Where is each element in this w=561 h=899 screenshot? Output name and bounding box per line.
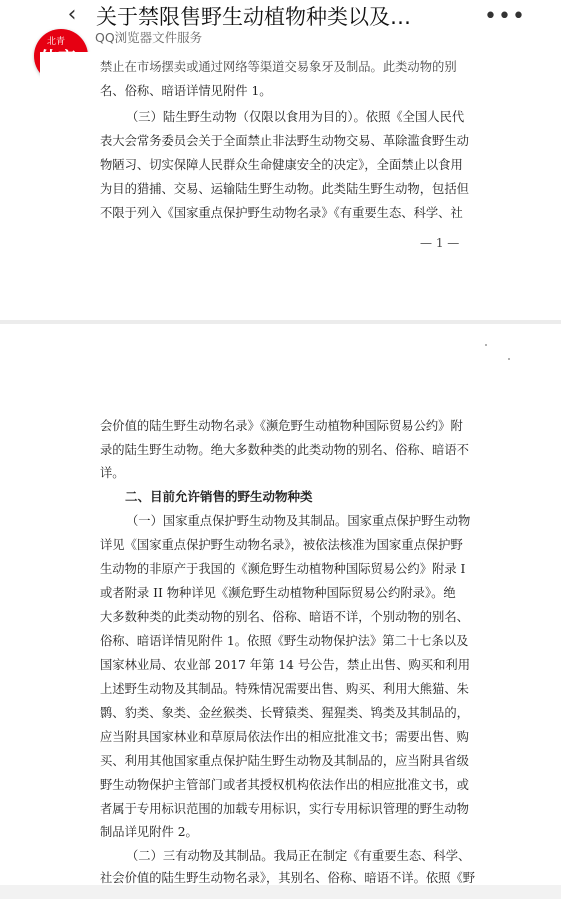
scan-speck [485, 344, 487, 346]
page-subtitle: QQ浏览器文件服务 [95, 30, 203, 45]
scan-speck [508, 358, 510, 360]
more-icon: ••• [484, 4, 526, 29]
doc-line: 为目的猎捕、交易、运输陆生野生动物。此类陆生野生动物，包括但 [100, 182, 469, 196]
doc-line: 物陋习、切实保障人民群众生命健康安全的决定》，全面禁止以食用 [100, 158, 463, 172]
chevron-left-icon: ‹ [67, 2, 77, 27]
doc-line: 录的陆生野生动物。绝大多数种类的此类动物的别名、俗称、暗语不 [100, 443, 469, 457]
more-button[interactable] [484, 4, 526, 29]
doc-line: 禁止在市场摆卖或通过网络等渠道交易象牙及制品。此类动物的别 [100, 60, 457, 74]
page-title: 关于禁限售野生动植物种类以及… [96, 5, 411, 29]
doc-line: 详见《国家重点保护野生动物名录》，被依法核准为国家重点保护野 [100, 538, 463, 552]
doc-line: 或者附录 II 物种详见《濒危野生动植物种国际贸易公约附录》。绝 [100, 586, 456, 600]
doc-line: 大多数种类的此类动物的别名、俗称、暗语不详，个别动物的别名、 [100, 610, 469, 624]
doc-line: 鹮、豹类、象类、金丝猴类、长臂猿类、猩猩类、鸨类及其制品的， [100, 706, 469, 720]
doc-line: 会价值的陆生野生动物名录》《濒危野生动植物种国际贸易公约》附 [100, 419, 463, 433]
doc-line: 不限于列入《国家重点保护野生动物名录》《有重要生态、科学、社 [100, 206, 463, 220]
section-heading: 二、目前允许销售的野生动物种类 [125, 489, 313, 504]
doc-line: 国家林业局、农业部 2017 年第 14 号公告，禁止出售、购买和利用 [100, 658, 471, 672]
doc-line: 生动物的非原产于我国的《濒危野生动植物种国际贸易公约》附录 I [100, 562, 466, 576]
bottom-bar [0, 885, 561, 899]
doc-line: 上述野生动物及其制品。特殊情况需要出售、购买、利用大熊猫、朱 [100, 682, 469, 696]
doc-line: 应当附具国家林业和草原局依法作出的相应批准文书；需要出售、购 [100, 730, 469, 744]
doc-line: 买、利用其他国家重点保护陆生野生动物及其制品的，应当附具省级 [100, 754, 469, 768]
back-button[interactable] [58, 2, 86, 28]
doc-line: 表大会常务委员会关于全面禁止非法野生动物交易、革除滥食野生动 [100, 134, 469, 148]
doc-line: （一）国家重点保护野生动物及其制品。国家重点保护野生动物 [126, 514, 471, 528]
doc-line: 俗称、暗语详情见附件 1。依照《野生动物保护法》第二十七条以及 [100, 634, 469, 648]
page-number: — 1 — [420, 236, 460, 250]
doc-line: 详。 [100, 466, 125, 480]
doc-line: 社会价值的陆生野生动物名录》，其别名、俗称、暗语不详。依照《野 [100, 871, 475, 885]
doc-line: （二）三有动物及其制品。我局正在制定《有重要生态、科学、 [126, 849, 471, 863]
logo-small-text: 北青 [47, 37, 66, 47]
doc-line: （三）陆生野生动物（仅限以食用为目的）。依照《全国人民代 [126, 110, 465, 124]
doc-line: 名、俗称、暗语详情见附件 1。 [100, 84, 272, 98]
doc-line: 制品详见附件 2。 [100, 825, 198, 839]
doc-line: 野生动物保护主管部门或者其授权机构依法作出的相应批准文书，或 [100, 778, 469, 792]
doc-line: 者属于专用标识范围的加载专用标识，实行专用标识管理的野生动物 [100, 802, 469, 816]
